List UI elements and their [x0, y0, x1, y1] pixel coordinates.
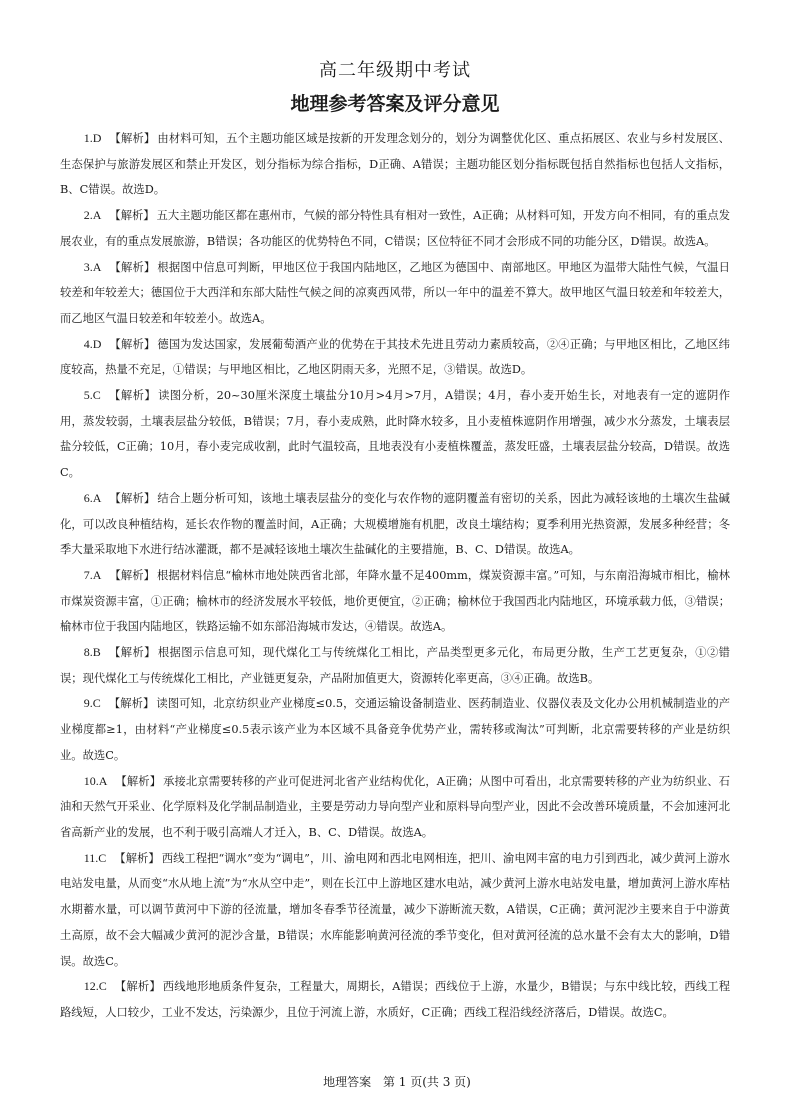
question-number: 5.	[83, 388, 93, 403]
footer-subject: 地理答案	[323, 1075, 372, 1089]
answer-choice: B	[92, 645, 101, 660]
answer-item	[60, 255, 730, 332]
page-footer	[0, 1073, 794, 1090]
analysis-tag: 【解析】	[109, 260, 156, 274]
answer-choice: C	[98, 979, 107, 994]
answer-explanation: 西线工程把“调水”变为“调电”，川、渝电网和西北电网相连，把川、渝电网丰富的电力引到西北，减少黄河上游水电站发电量，从而变“水从地上流”为“水从空中走”，则在长江中上游地区建水电站，减少黄河上游水电站发电量，增加黄河上游水库枯水期蓄水量，可以调节黄河中下游的径流量，增加冬春季节径流量，减少下游断流天数，A错误，C正确；黄河泥沙主要来自于中游黄土高原，故不会大幅减少黄河的泥沙含量，B错误；水库能影响黄河径流的季节变化，但对黄河径流的总水量不会有太大的影响，D错误。故选C。	[60, 851, 730, 968]
answer-item	[60, 203, 730, 254]
answer-item	[60, 640, 730, 691]
answer-explanation: 西线地形地质条件复杂，工程量大，周期长，A错误；西线位于上游，水量少，B错误；与东中线比较，西线工程路线短，人口较少，工业不发达，污染源少，且位于河流上游，水质好，C正确；西线工程沿线经济落后，D错误。故选C。	[60, 980, 730, 1019]
analysis-tag: 【解析】	[109, 568, 156, 582]
answer-explanation: 根据材料信息“榆林市地处陕西省北部，年降水量不足400mm，煤炭资源丰富。”可知，与东南沿海城市相比，榆林市煤炭资源丰富，①正确；榆林市的经济发展水平较低，地价更便宜，②正确；榆林位于我国西北内陆地区，环境承载力低，③错误；榆林市位于我国内陆地区，铁路运输不如东部沿海城市发达，④错误。故选A。	[60, 568, 730, 634]
answer-choice: A	[92, 259, 102, 274]
analysis-tag: 【解析】	[109, 209, 155, 223]
answer-choice: C	[98, 850, 107, 865]
question-number: 9.	[83, 696, 93, 711]
answer-item	[60, 383, 730, 486]
answer-item	[60, 332, 730, 383]
answer-explanation: 五大主题功能区都在惠州市，气候的部分特性具有相对一致性，A正确；从材料可知，开发方向不相同，有的重点发展农业，有的重点发展旅游，B错误；各功能区的优势特色不同，C错误；区位特征不同才会形成不同的功能分区，D错误。故选A。	[60, 209, 730, 248]
question-number: 7.	[83, 567, 93, 582]
analysis-tag: 【解析】	[109, 337, 156, 351]
document-title: 地理参考答案及评分意见	[290, 93, 500, 115]
answer-explanation: 读图可知，北京纺织业产业梯度≤0.5，交通运输设备制造业、医药制造业、仪器仪表及文化办公用机械制造业的产业梯度都≥1，由材料“产业梯度≤0.5表示该产业为本区域不具备竞争优势产业，需转移或淘汰”可判断，北京需要转移的产业是纺织业。故选C。	[60, 697, 730, 762]
answer-item	[60, 126, 730, 203]
answer-item	[60, 691, 730, 768]
analysis-tag: 【解析】	[114, 980, 161, 994]
answer-explanation: 读图分析，20~30厘米深度土壤盐分10月>4月>7月，A错误；4月，春小麦开始生长，对地表有一定的遮阴作用，蒸发较弱，土壤表层盐分较低，B错误；7月，春小麦成熟，此时降水较多，且小麦植株遮阴作用增强，减少水分蒸发，土壤表层盐分较低，C正确；10月，春小麦完成收割，此时气温较高，且地表没有小麦植株覆盖，蒸发旺盛，土壤表层盐分较高，D错误。故选C。	[60, 389, 730, 480]
answer-item	[60, 846, 730, 975]
answer-item	[60, 563, 730, 640]
answer-choice: A	[92, 490, 102, 505]
answer-choice: C	[92, 696, 101, 711]
answer-choice: D	[92, 131, 102, 145]
answer-choice: C	[92, 388, 101, 403]
answer-explanation: 根据图中信息可判断，甲地区位于我国内陆地区，乙地区为德国中、南部地区。甲地区为温带大陆性气候，气温日较差和年较差大；德国位于大西洋和东部大陆性气候之间的凉爽西风带，所以一年中的温差不算大。故甲地区气温日较差和年较差大，而乙地区气温日较差和年较差小。故选A。	[60, 260, 730, 325]
answer-list	[60, 126, 730, 1026]
analysis-tag: 【解析】	[108, 646, 156, 660]
question-number: 4.	[83, 336, 93, 351]
analysis-tag: 【解析】	[108, 389, 157, 403]
answer-choice: A	[92, 208, 102, 223]
analysis-tag: 【解析】	[115, 774, 162, 788]
answer-explanation: 根据图示信息可知，现代煤化工与传统煤化工相比，产品类型更多元化，布局更分散，生产工艺更复杂，①②错误；现代煤化工与传统煤化工相比，产业链更复杂，产品附加值更大，资源转化率更高，③④正确。故选B。	[60, 646, 730, 685]
answer-explanation: 由材料可知，五个主题功能区域是按新的开发理念划分的，划分为调整优化区、重点拓展区、农业与乡村发展区、生态保护与旅游发展区和禁止开发区，划分指标为综合指标，D正确、A错误；主题功能区划分指标既包括自然指标也包括人文指标，B、C错误。故选D。	[60, 132, 730, 197]
answer-choice: A	[98, 773, 108, 788]
question-number: 2.	[83, 208, 93, 223]
question-number: 6.	[83, 490, 93, 505]
analysis-tag: 【解析】	[114, 851, 160, 865]
answer-item	[60, 769, 730, 846]
exam-title: 高二年级期中考试	[319, 60, 471, 81]
answer-item	[60, 486, 730, 563]
question-number: 8.	[83, 645, 93, 660]
analysis-tag: 【解析】	[109, 132, 156, 145]
answer-explanation: 结合上题分析可知，该地土壤表层盐分的变化与农作物的遮阴覆盖有密切的关系，因此为减轻该地的土壤次生盐碱化，可以改良种植结构，延长农作物的覆盖时间，A正确；大规模增施有机肥，改良土壤结构；夏季利用光热资源，发展多种经营；冬季大量采取地下水进行结冰灌溉，都不是减轻该地土壤次生盐碱化的主要措施，B、C、D错误。故选A。	[60, 491, 730, 557]
question-number: 11.	[83, 850, 99, 865]
answer-explanation: 德国为发达国家，发展葡萄酒产业的优势在于其技术先进且劳动力素质较高，②④正确；与甲地区相比，乙地区纬度较高，热量不充足，①错误；与甲地区相比，乙地区阴雨天多，光照不足，③错误。故选D。	[60, 337, 730, 377]
answer-choice: D	[92, 336, 102, 351]
footer-page-number: 第 1 页(共 3 页)	[382, 1075, 471, 1089]
analysis-tag: 【解析】	[108, 697, 155, 711]
answer-explanation: 承接北京需要转移的产业可促进河北省产业结构优化，A正确；从图中可看出，北京需要转移的产业为纺织业、石油和天然气开采业、化学原料及化学制品制造业，主要是劳动力导向型产业和原料导向型产业，因此不会改善环境质量，不会加速河北省高新产业的发展，也不利于吸引高端人才迁入，B、C、D错误。故选A。	[60, 774, 730, 839]
question-number: 3.	[83, 259, 93, 274]
question-number: 10.	[83, 773, 99, 788]
analysis-tag: 【解析】	[109, 491, 156, 505]
question-number: 1.	[83, 131, 93, 145]
answer-item	[60, 974, 730, 1025]
question-number: 12.	[83, 979, 99, 994]
answer-choice: A	[92, 567, 102, 582]
